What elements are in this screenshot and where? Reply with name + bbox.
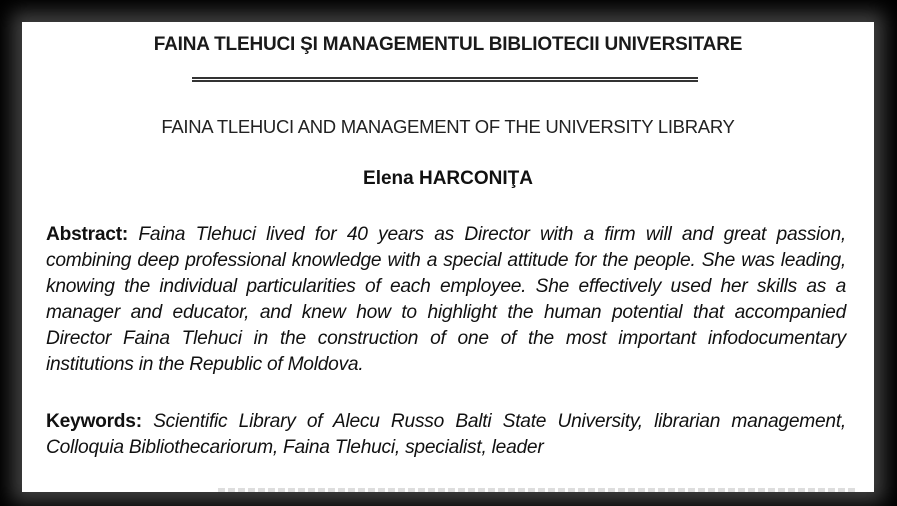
title-romanian: FAINA TLEHUCI ŞI MANAGEMENTUL BIBLIOTECII UNIVERSITARE <box>153 34 743 55</box>
keywords-label: Keywords: <box>46 411 142 432</box>
abstract-paragraph <box>46 222 846 378</box>
author-name: Elena HARCONIŢA <box>363 168 533 189</box>
title-divider <box>192 77 698 82</box>
abstract-label: Abstract: <box>46 224 128 245</box>
paper-page <box>22 22 874 492</box>
title-english: FAINA TLEHUCI AND MANAGEMENT OF THE UNIVERSITY LIBRARY <box>161 116 735 137</box>
keywords-paragraph <box>46 409 846 461</box>
abstract-text: Faina Tlehuci lived for 40 years as Director with a firm will and great passion, combining deep professional knowledge with a special attitude for the people. She was leading, knowing the individual particularities of each employee. She effectively used her skills as a manager and educator, and knew how to highlight the human potential that accompanied Director Faina Tlehuci in the construction of one of the most important infodocumentary institutions in the Republic of Moldova. <box>46 224 846 375</box>
cut-off-text-line <box>218 488 858 492</box>
keywords-text: Scientific Library of Alecu Russo Balti State University, librarian management, Colloquia Bibliothecariorum, Faina Tlehuci, specialist, leader <box>46 411 846 458</box>
